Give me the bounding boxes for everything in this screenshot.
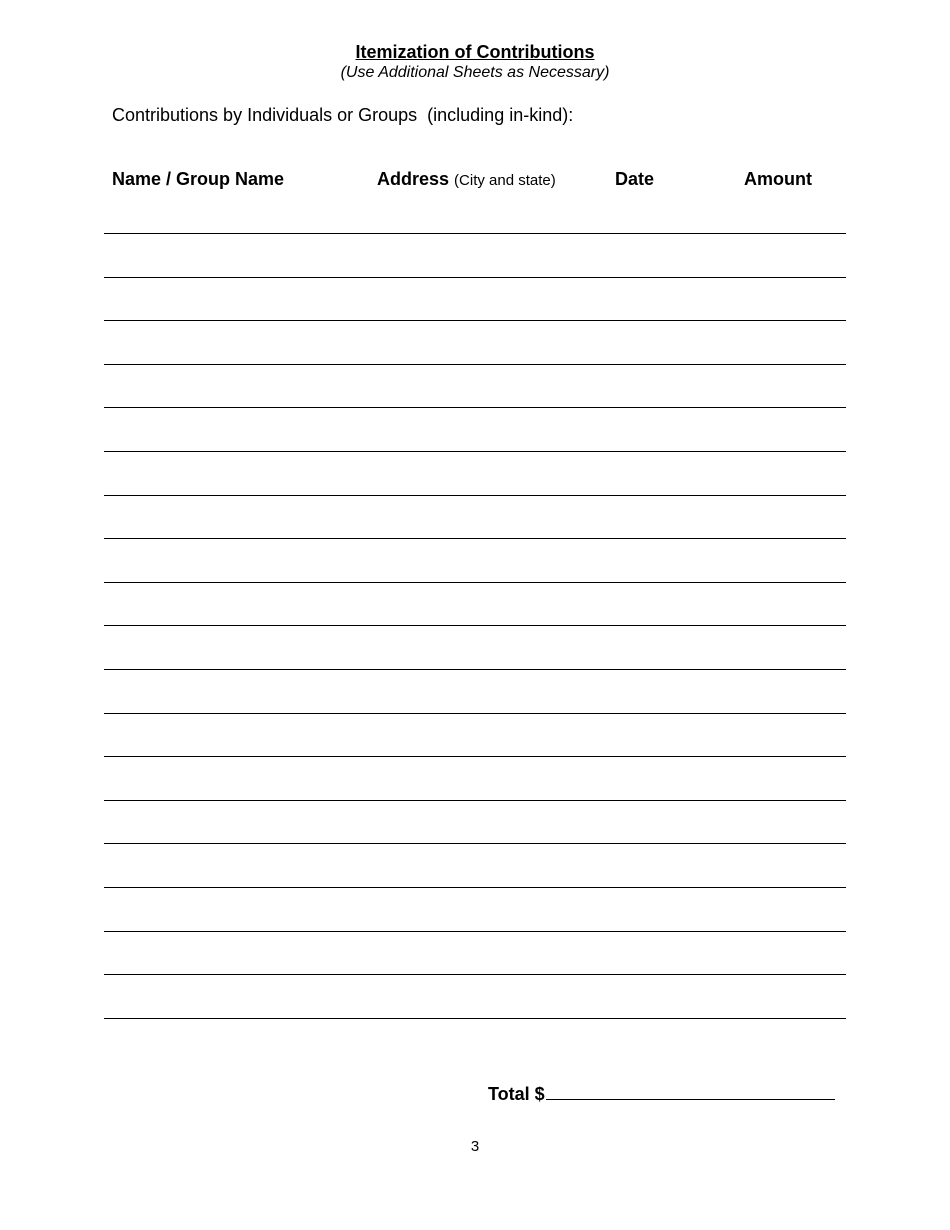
column-header-address-label: Address	[377, 169, 450, 189]
entry-line[interactable]	[104, 974, 846, 975]
entry-line[interactable]	[104, 451, 846, 452]
column-header-amount	[744, 168, 812, 190]
total-blank-line[interactable]	[546, 1082, 835, 1100]
page-subtitle: (Use Additional Sheets as Necessary)	[340, 64, 610, 81]
entry-line[interactable]	[104, 582, 846, 583]
page-number: 3	[470, 1138, 480, 1155]
entry-line[interactable]	[104, 931, 846, 932]
column-header-address-note: (City and state)	[454, 172, 556, 189]
entry-line[interactable]	[104, 669, 846, 670]
entry-line[interactable]	[104, 538, 846, 539]
entry-line[interactable]	[104, 233, 846, 234]
column-header-address	[377, 168, 556, 192]
column-header-date	[615, 168, 654, 190]
entry-line[interactable]	[104, 756, 846, 757]
entry-line[interactable]	[104, 495, 846, 496]
entry-line[interactable]	[104, 277, 846, 278]
entry-line[interactable]	[104, 407, 846, 408]
entry-line[interactable]	[104, 713, 846, 714]
entry-line[interactable]	[104, 320, 846, 321]
entry-line[interactable]	[104, 887, 846, 888]
page-title: Itemization of Contributions	[355, 42, 595, 62]
column-header-name-label: Name / Group Name	[112, 169, 285, 189]
column-header-name	[112, 168, 284, 190]
entry-line[interactable]	[104, 364, 846, 365]
column-header-amount-label: Amount	[744, 169, 812, 189]
entry-line[interactable]	[104, 1018, 846, 1019]
section-intro: Contributions by Individuals or Groups (including in-kind):	[112, 105, 574, 125]
total-field[interactable]	[488, 1082, 835, 1105]
entry-line[interactable]	[104, 800, 846, 801]
total-label: Total $	[488, 1084, 545, 1104]
column-header-date-label: Date	[615, 169, 655, 189]
entry-line[interactable]	[104, 843, 846, 844]
entry-line[interactable]	[104, 625, 846, 626]
